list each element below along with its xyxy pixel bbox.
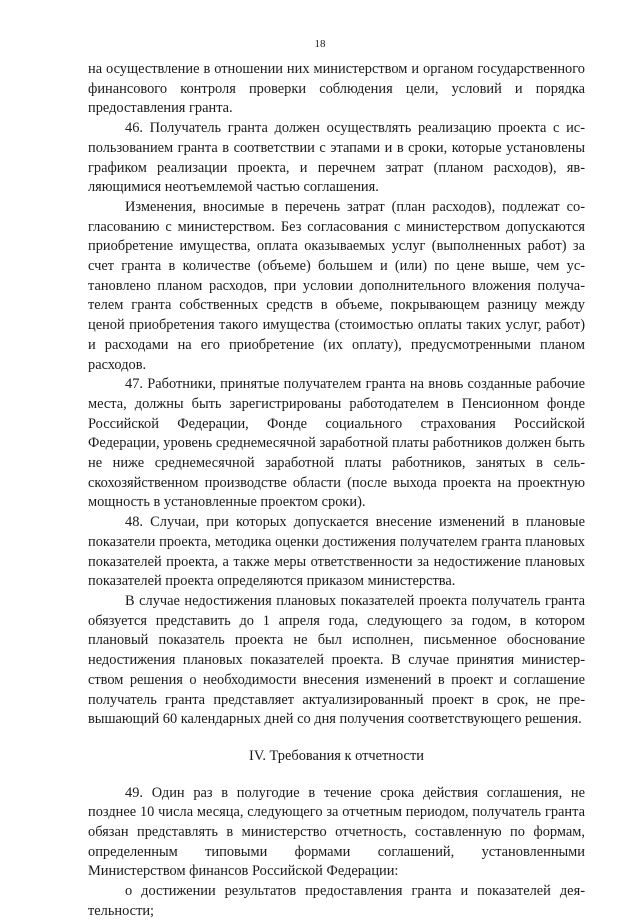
page-number: 18	[314, 38, 326, 50]
paragraph: о достижении результатов предоставления гранта и показателей деятельности;	[88, 883, 585, 919]
paragraph: Изменения, вносимые в перечень затрат (план расходов), подлежат согласованию с министерством. Без согласования с министерством допускаются приобретение имущества, оплата оказываемых услуг (выполненных работ) за счет гранта в количестве (объеме) большем и (или) по цене выше, чем установлено планом расходов, при условии дополнительного вложения получателем гранта собственных средств в объеме, покрывающем разницу между ценой приобретения такого имущества (стоимостью оплаты таких услуг, работ) и расходами на его приобретение (их оплату), предусмотренными планом расходов.	[88, 198, 585, 373]
paragraphs-before-section	[88, 60, 585, 730]
section-title: IV. Требования к отчетности	[249, 747, 424, 764]
paragraph: на осуществление в отношении них министерством и органом государственного финансового контроля проверки соблюдения цели, условий и порядка предоставления гранта.	[88, 61, 585, 117]
paragraph: В случае недостижения плановых показателей проекта получатель гранта обязуется представить до 1 апреля года, следующего за годом, в котором плановый показатель проекта не был исполнен, письменное обоснование недостижения плановых показателей проекта. В случае принятия министерством решения о необходимости внесения изменений в проект и соглашение получатель гранта представляет актуализированный проект в срок, не превышающий 60 календарных дней со дня получения соответствующего решения.	[88, 592, 585, 728]
paragraph: 46. Получатель гранта должен осуществлять реализацию проекта с использованием гранта в соответствии с этапами и в сроки, которые установлены графиком реализации проекта, и перечнем затрат (планом расходов), являющимися неотъемлемой частью соглашения.	[88, 120, 585, 196]
paragraphs-after-section	[88, 784, 585, 922]
page-content	[88, 60, 585, 922]
paragraph: 49. Один раз в полугодие в течение срока действия соглашения, не позднее 10 числа месяца, следующего за отчетным периодом, получатель гранта обязан представлять в министерство отчетность, составленную по формам, определенным типовыми формами соглашений, установленными Министерством финансов Российской Федерации:	[88, 784, 585, 880]
paragraph: 47. Работники, принятые получателем гранта на вновь созданные рабочие места, должны быть зарегистрированы работодателем в Пенсионном фонде Российской Федерации, Фонде социального страхования Российской Федерации, уровень среднемесячной заработной платы работников должен быть не ниже среднемесячной заработной платы работников, занятых в сельскохозяйственном производстве области (после выхода проекта на проектную мощность в установленные проектом сроки).	[88, 376, 585, 511]
paragraph: 48. Случаи, при которых допускается внесение изменений в плановые показатели проекта, методика оценки достижения получателем гранта плановых показателей проекта, а также меры ответственности за недостижение плановых показателей проекта определяются приказом министерства.	[88, 514, 585, 590]
